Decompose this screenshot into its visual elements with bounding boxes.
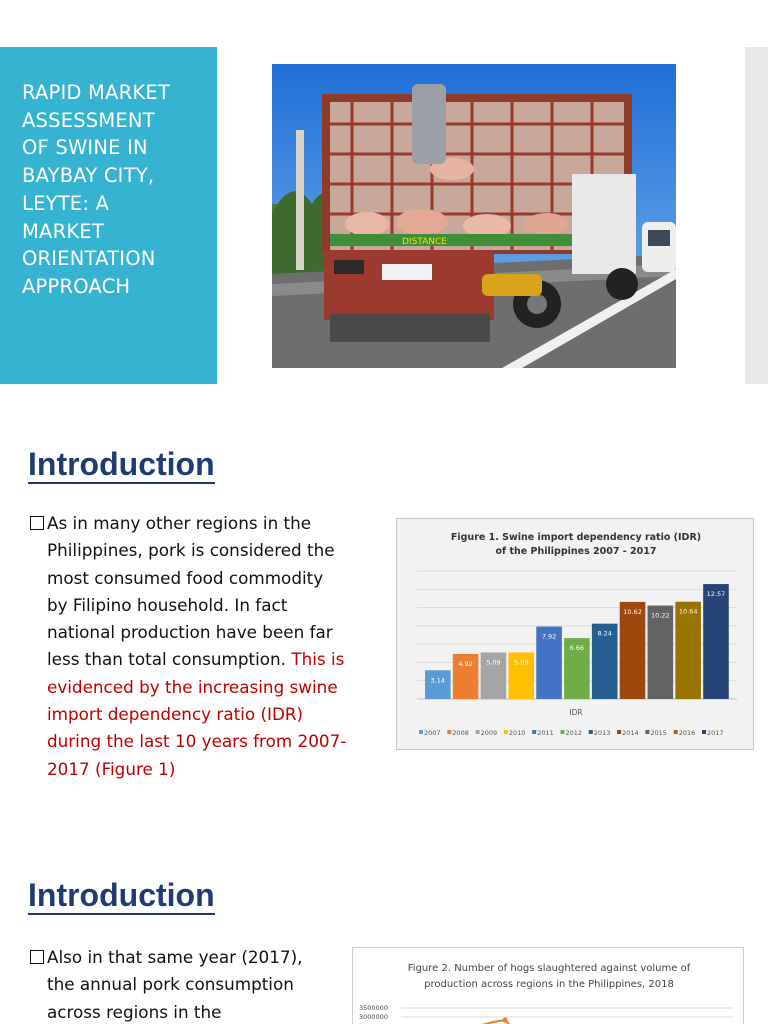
legend-label: 2009 — [480, 729, 498, 737]
legend-label: 2007 — [424, 729, 441, 737]
chart-title: Figure 1. Swine import dependency ratio (IDR) — [450, 532, 702, 543]
bullet-line-mixed — [30, 646, 380, 673]
title-line: APPROACH — [22, 274, 131, 298]
y-tick-label: 3500000 — [359, 1004, 388, 1012]
highlight-line: during the last 10 years from 2007- — [47, 731, 347, 752]
legend-swatch — [702, 730, 706, 734]
chart-subtitle: of the Philippines 2007 - 2017 — [495, 546, 657, 557]
section-heading: Introduction — [28, 877, 215, 913]
pig-truck-photo — [272, 64, 676, 368]
legend-swatch — [674, 730, 678, 734]
data-label: 5.09 — [486, 658, 501, 667]
data-label: 8.24 — [597, 629, 612, 638]
legend-swatch — [532, 730, 536, 734]
next-slide-edge — [745, 47, 768, 384]
title-line: RAPID MARKET — [22, 81, 170, 104]
bar-2016 — [675, 602, 701, 699]
bar-2007 — [425, 670, 451, 699]
legend-label: 2013 — [593, 729, 611, 737]
bullet-line: Also in that same year (2017), — [47, 947, 303, 967]
figure2-chart — [352, 947, 744, 1024]
legend-swatch — [419, 730, 423, 734]
chart-title: Figure 2. Number of hogs slaughtered against volume of — [407, 963, 691, 974]
title-panel — [0, 47, 217, 384]
x-axis-label: IDR — [569, 708, 583, 717]
bar-2015 — [648, 606, 674, 699]
legend-swatch — [476, 730, 480, 734]
data-label: 10.62 — [623, 607, 642, 616]
bullet-line: the annual pork consumption — [47, 974, 294, 995]
data-label: 12.57 — [706, 590, 726, 599]
bar-2017 — [703, 584, 729, 699]
title-line: OF SWINE IN — [22, 136, 148, 160]
legend-swatch — [617, 730, 621, 734]
bar-2014 — [620, 602, 646, 699]
legend-swatch — [504, 730, 508, 734]
legend-label: 2011 — [537, 729, 554, 737]
bullet-line: As in many other regions in the — [47, 513, 312, 533]
figure1-chart — [396, 518, 754, 750]
bullet-paragraph — [30, 944, 380, 1024]
highlight-line: evidenced by the increasing swine — [47, 676, 338, 697]
legend-label: 2010 — [508, 729, 526, 737]
legend-label: 2012 — [565, 729, 583, 737]
title-line: ORIENTATION — [22, 247, 156, 271]
title-line: BAYBAY CITY, — [22, 164, 155, 188]
highlight-line: 2017 (Figure 1) — [47, 758, 176, 779]
bullet-line: national production have been far — [47, 622, 333, 643]
bullet-line: across regions in the — [47, 1001, 222, 1022]
legend-swatch — [447, 730, 451, 734]
series-point — [503, 1018, 508, 1023]
checkbox-bullet-icon — [30, 950, 44, 964]
data-label: 3.14 — [430, 676, 446, 685]
data-label: 10.22 — [651, 611, 670, 620]
truck-sign-text: DISTANCE — [402, 237, 447, 247]
presentation-title — [22, 79, 212, 301]
highlight-text: This is — [291, 649, 345, 670]
legend-swatch — [561, 730, 565, 734]
legend-label: 2008 — [452, 729, 469, 737]
bullet-line: most consumed food commodity — [47, 567, 324, 588]
data-label: 7.92 — [541, 632, 557, 641]
figure2-svg — [353, 948, 745, 1024]
chart-subtitle: production across regions in the Philippines, 2018 — [424, 979, 674, 990]
data-label: 10.64 — [678, 607, 698, 616]
title-line: LEYTE: A — [22, 191, 110, 215]
legend-swatch — [589, 730, 593, 734]
highlight-line: import dependency ratio (IDR) — [47, 704, 304, 725]
checkbox-bullet-icon — [30, 516, 44, 530]
data-label: 4.92 — [458, 660, 473, 669]
bullet-paragraph — [30, 510, 380, 783]
data-label: 5.09 — [514, 658, 529, 667]
legend-label: 2015 — [650, 729, 667, 737]
bullet-line: by Filipino household. In fact — [47, 594, 288, 615]
section-heading: Introduction — [28, 446, 215, 482]
title-line: ASSESSMENT — [22, 108, 155, 132]
y-tick-label: 3000000 — [359, 1013, 388, 1021]
legend-label: 2017 — [707, 729, 724, 737]
legend-label: 2016 — [678, 729, 696, 737]
data-label: 6.66 — [569, 644, 585, 653]
legend-swatch — [645, 730, 649, 734]
bullet-line: Philippines, pork is considered the — [47, 540, 335, 561]
legend-label: 2014 — [622, 729, 639, 737]
title-line: MARKET — [22, 219, 104, 243]
bullet-text: less than total consumption. — [47, 649, 292, 670]
figure1-svg — [397, 519, 755, 751]
